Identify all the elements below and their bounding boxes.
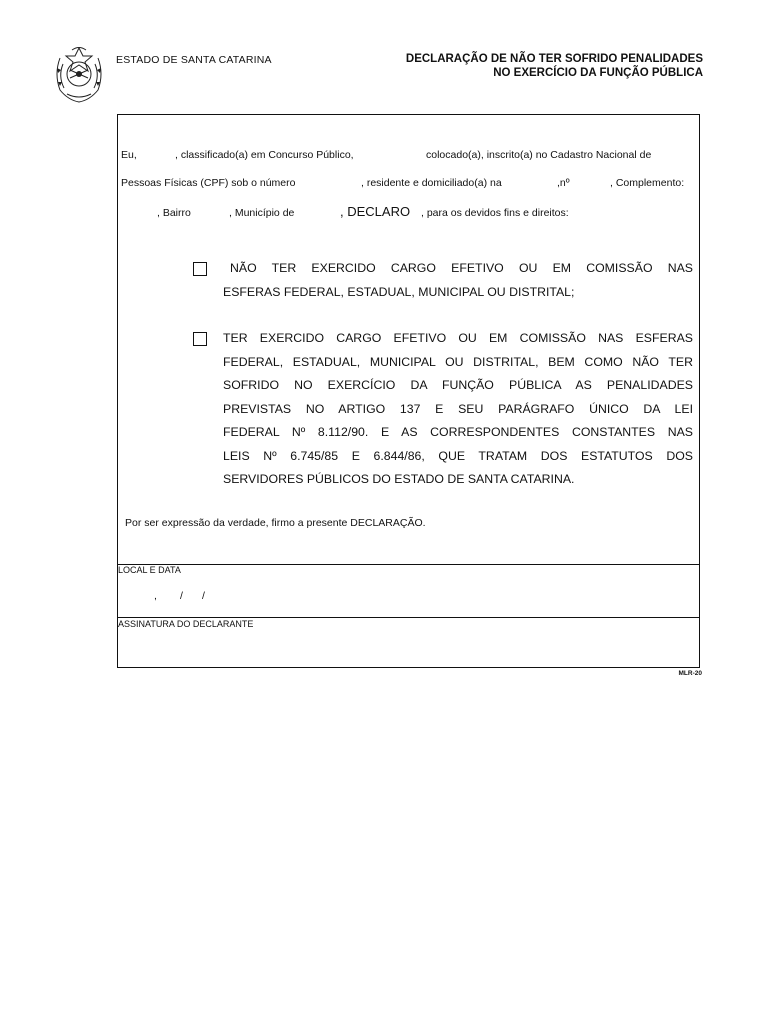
divider-local-data xyxy=(117,564,700,565)
option-2-line-3: SOFRIDO NO EXERCÍCIO DA FUNÇÃO PÚBLICA AS PENALIDADES xyxy=(223,378,693,392)
decl-municipio: , Município de xyxy=(229,207,295,219)
decl-pessoas: Pessoas Físicas (CPF) sob o número xyxy=(121,177,296,189)
decl-numero: ,nº xyxy=(557,177,570,189)
decl-classificado: , classificado(a) em Concurso Público, xyxy=(175,149,354,161)
coat-of-arms-icon xyxy=(52,44,106,104)
decl-declaro: , DECLARO xyxy=(340,204,411,219)
form-code: MLR-20 xyxy=(678,670,702,677)
title-line-1: DECLARAÇÃO DE NÃO TER SOFRIDO PENALIDADES xyxy=(405,53,703,65)
signature-label: ASSINATURA DO DECLARANTE xyxy=(118,619,254,629)
date-slash-2: / xyxy=(202,590,205,602)
local-data-label: LOCAL E DATA xyxy=(118,565,181,575)
divider-signature xyxy=(117,617,700,618)
option-1-line-1: NÃO TER EXERCIDO CARGO EFETIVO OU EM COMISSÃO NAS xyxy=(230,261,693,275)
decl-complemento: , Complemento: xyxy=(610,177,685,189)
date-slash-1: / xyxy=(180,590,183,602)
option-2-line-5: FEDERAL Nº 8.112/90. E AS CORRESPONDENTES CONSTANTES NAS xyxy=(223,425,693,439)
local-data-comma: , xyxy=(154,590,157,602)
option-2-line-1: TER EXERCIDO CARGO EFETIVO OU EM COMISSÃO NAS ESFERAS xyxy=(223,331,693,345)
decl-residente: , residente e domiciliado(a) na xyxy=(361,177,502,189)
option-2-line-7: SERVIDORES PÚBLICOS DO ESTADO DE SANTA CATARINA. xyxy=(223,472,575,486)
option-2-checkbox[interactable] xyxy=(193,332,207,346)
decl-colocado: colocado(a), inscrito(a) no Cadastro Nacional de xyxy=(426,149,652,161)
option-2-text xyxy=(223,327,693,492)
option-1-checkbox[interactable] xyxy=(193,262,207,276)
state-name: ESTADO DE SANTA CATARINA xyxy=(116,54,272,66)
decl-eu: Eu, xyxy=(121,149,137,161)
option-2-line-4: PREVISTAS NO ARTIGO 137 E SEU PARÁGRAFO ÚNICO DA LEI xyxy=(223,401,693,416)
option-1-text xyxy=(223,257,693,304)
decl-bairro: , Bairro xyxy=(157,207,191,219)
option-2-line-6: LEIS Nº 6.745/85 E 6.844/86, QUE TRATAM DOS ESTATUTOS DOS xyxy=(223,448,693,463)
option-1-line-2: ESFERAS FEDERAL, ESTADUAL, MUNICIPAL OU DISTRITAL; xyxy=(223,284,575,299)
option-2-line-2: FEDERAL, ESTADUAL, MUNICIPAL OU DISTRITAL, BEM COMO NÃO TER xyxy=(223,354,693,369)
closing-statement: Por ser expressão da verdade, firmo a presente DECLARAÇÃO. xyxy=(125,517,426,529)
document-title xyxy=(300,52,703,80)
decl-fins: , para os devidos fins e direitos: xyxy=(421,207,569,219)
title-line-2: NO EXERCÍCIO DA FUNÇÃO PÚBLICA xyxy=(493,67,703,79)
